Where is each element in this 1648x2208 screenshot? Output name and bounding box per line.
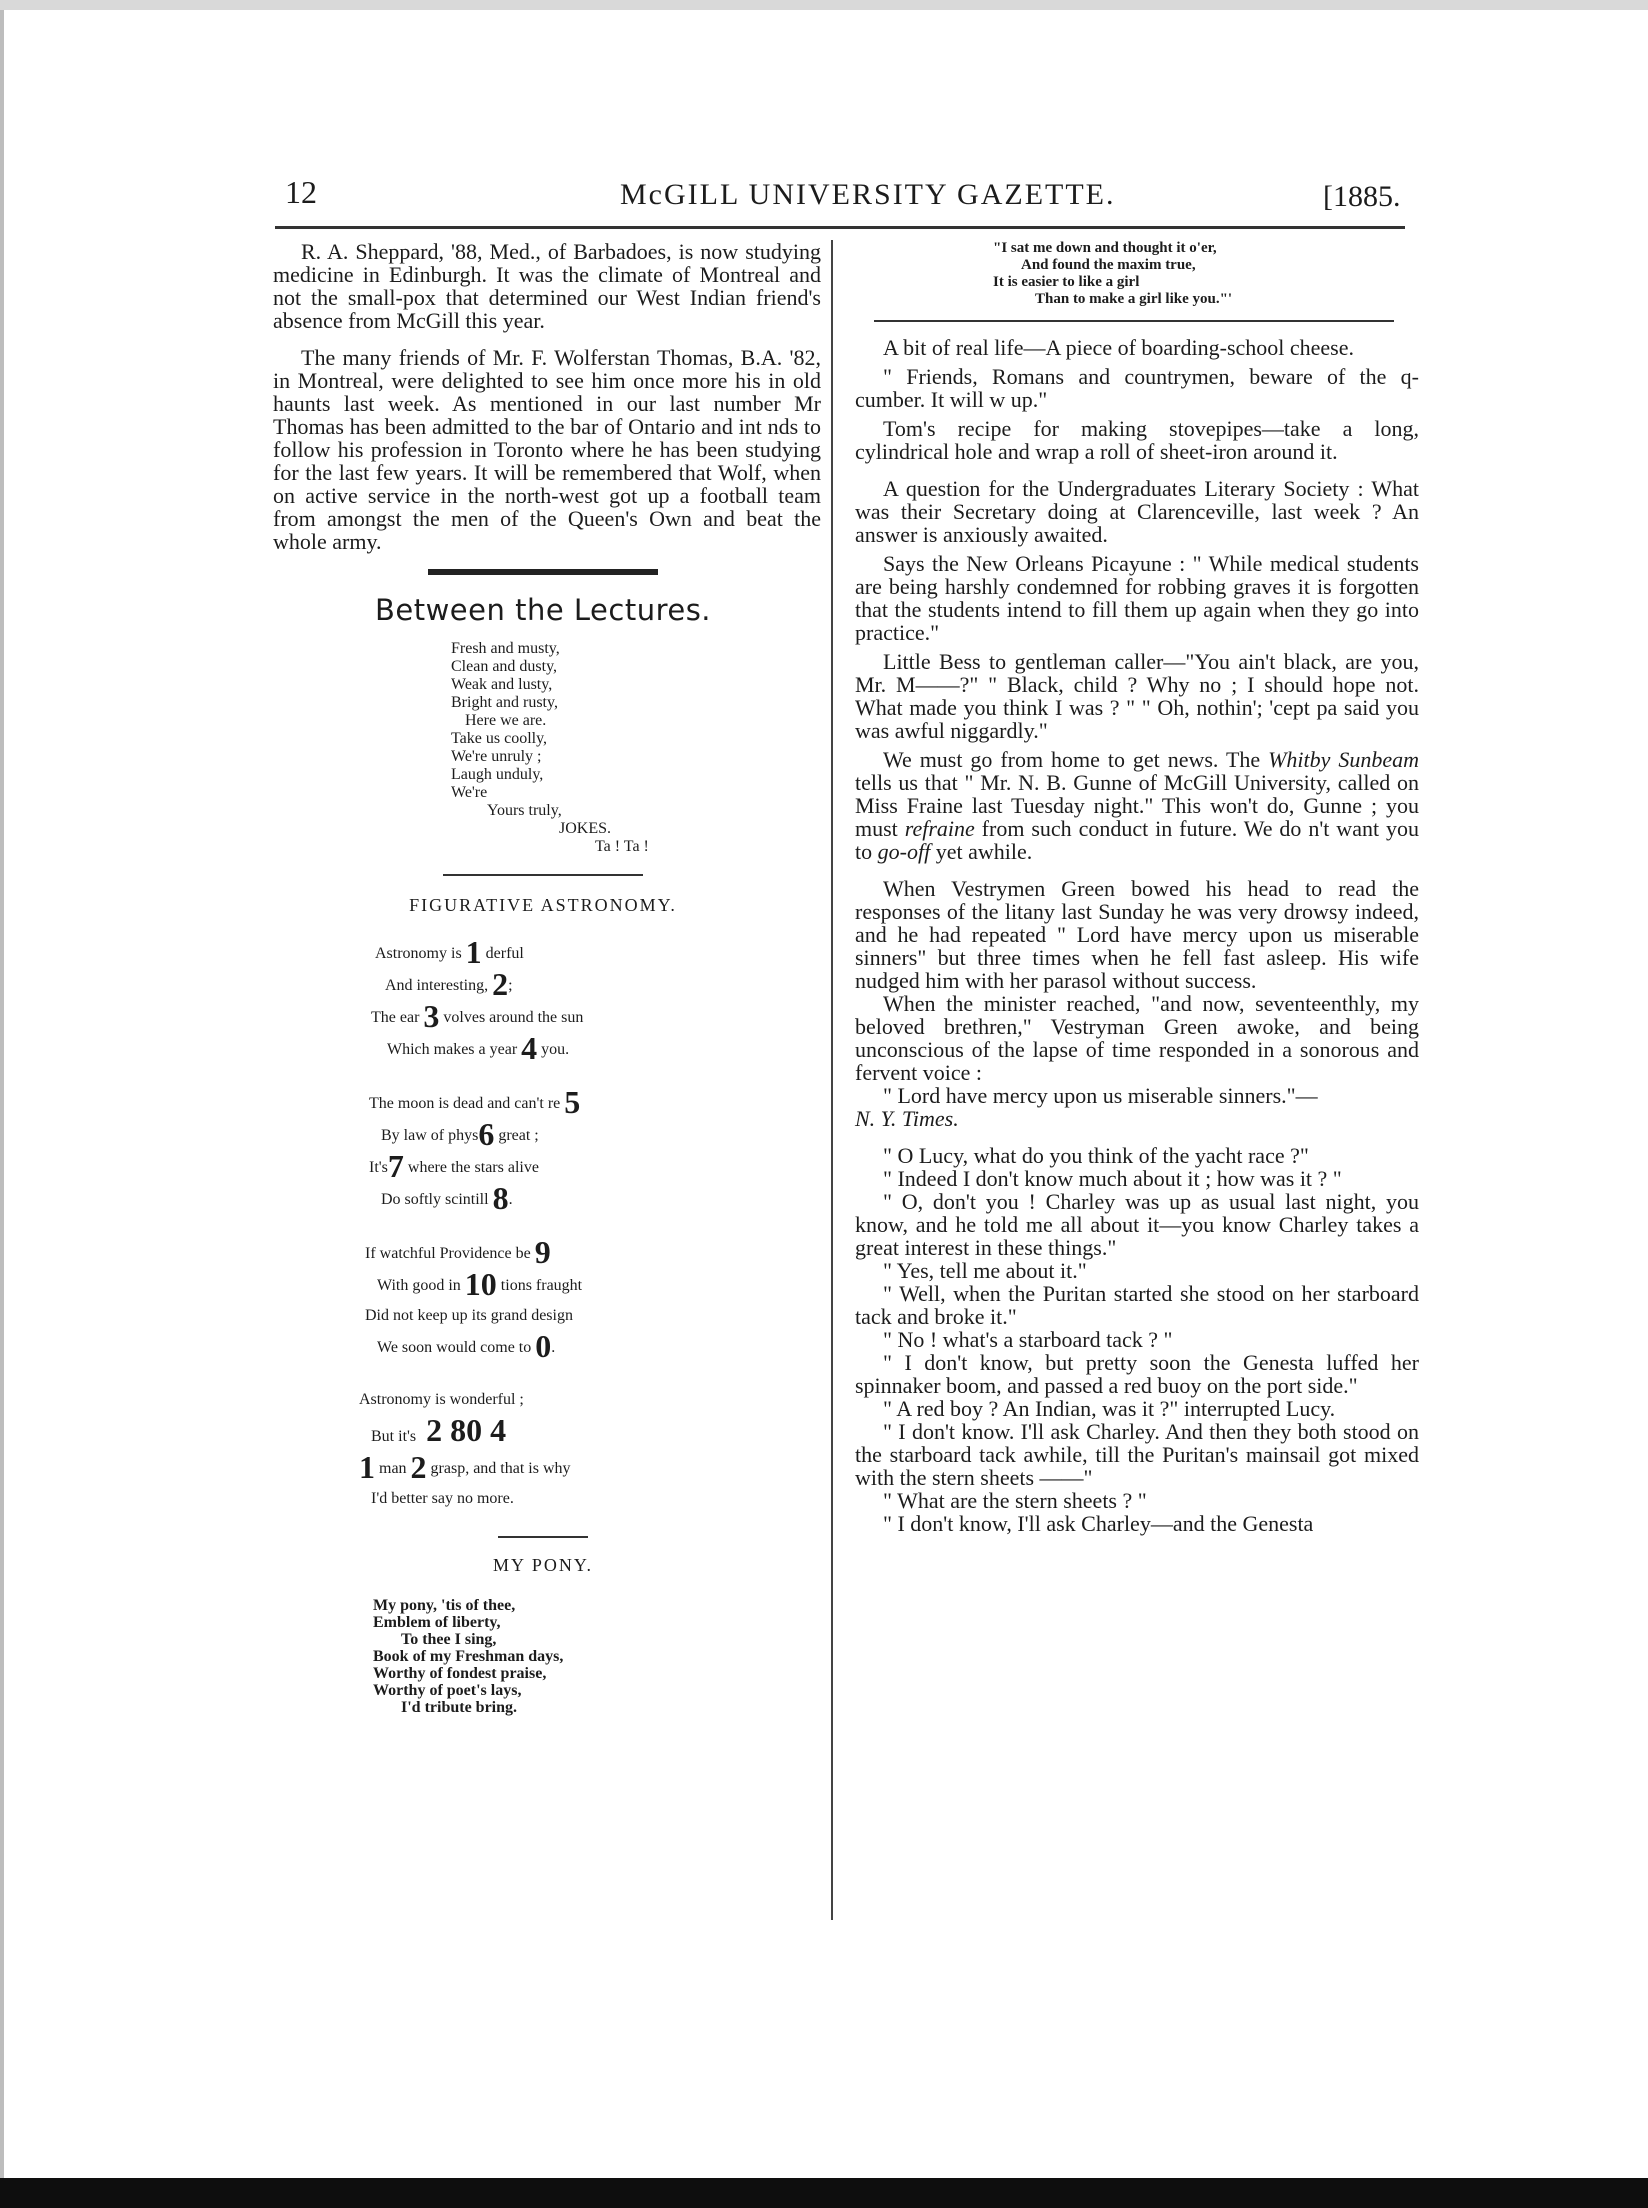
poem-line: We're [451, 784, 488, 801]
poem-line: Weak and lusty, [451, 676, 553, 693]
poem-line: Book of my Freshman days, [373, 1648, 564, 1665]
story-paragraph: " Lord have mercy upon us miserable sinners."— N. Y. Times. [855, 1083, 1318, 1131]
poem-line: To thee I sing, [401, 1631, 497, 1648]
poem-line: Bright and rusty, [451, 694, 558, 711]
dialogue-line: " O, don't you ! Charley was up as usual last night, you know, and he told me all about it—you know Charley takes a great interest in these things." [855, 1189, 1419, 1260]
dialogue-line: " Indeed I don't know much about it ; how was it ? " [883, 1166, 1342, 1191]
divider-rule [498, 1536, 588, 1538]
poem-line: Worthy of fondest praise, [373, 1665, 547, 1682]
poem-signature: JOKES. [559, 820, 612, 837]
joke-item: A bit of real life—A piece of boarding-school cheese. [883, 335, 1355, 360]
poem-line: Ta ! Ta ! [595, 838, 649, 855]
poem-line: Take us coolly, [451, 730, 548, 747]
poem-line: Yours truly, [487, 802, 562, 819]
masthead-title: McGILL UNIVERSITY GAZETTE. [620, 178, 1116, 211]
column-divider [831, 240, 833, 1920]
news-item-thomas: The many friends of Mr. F. Wolferstan Thomas, B.A. '82, in Montreal, were delighted to see him once more his in old haunts last week. As mentioned in our last number Mr Thomas has been admitted to the bar of Ontario and int nds to follow his profession in Toronto where he has been studying for the last few years. It will be remembered that Wolf, when on active service in the north-west got up a football team from amongst the men of the Queen's Own and beat the whole army. [273, 345, 821, 554]
dialogue-line: " O Lucy, what do you think of the yacht race ?" [883, 1143, 1309, 1168]
gazette-page [255, 160, 1425, 2150]
poem-line: Than to make a girl like you."' [1035, 291, 1233, 307]
joke-item: Little Bess to gentleman caller—"You ain't black, are you, Mr. M——?" " Black, child ? Why no ; I should hope not. What made you think I was ? " " Oh, nothin'; 'cept pa said you was awful niggardly." [855, 649, 1419, 743]
astronomy-poem: Astronomy is 1 derful And interesting, 2; The ear 3 volves around the sun Which makes a year 4 you. The moon is dead and can't re 5 By law of phys6 great ; It's7 where the stars alive Do softly scintill 8. If watchful Providence be 9 With good in 10 tions fraught Did not keep up its grand design We soon would come to 0. Astronomy is wonderful ; But it's 2 80 4 1 man 2 grasp, and that is why I'd better say no more. [359, 934, 584, 1507]
poem-line: My pony, 'tis of thee, [373, 1597, 516, 1614]
poem-line: Clean and dusty, [451, 658, 558, 675]
dialogue-line: " I don't know. I'll ask Charley. And then they both stood on the starboard tack awhile, till the Puritan's mainsail got mixed with the stern sheets ——" [855, 1419, 1419, 1490]
scan-bottom-edge [0, 2178, 1648, 2208]
divider-rule [443, 874, 643, 876]
dialogue-line: " I don't know, I'll ask Charley—and the Genesta [883, 1511, 1314, 1536]
divider-rule [874, 320, 1394, 322]
section-title: Between the Lectures. [374, 593, 712, 627]
page-header [255, 160, 1425, 230]
joke-item: Says the New Orleans Picayune : " While medical students are being harshly condemned for robbing graves it is forgotten that the students intend to fill them up again when they go into practice." [855, 551, 1419, 645]
dialogue-line: " Yes, tell me about it." [883, 1258, 1087, 1283]
dialogue-line: " I don't know, but pretty soon the Genesta luffed her spinnaker boom, and passed a red buoy on the port side." [855, 1350, 1419, 1398]
poem-line: And found the maxim true, [1021, 257, 1196, 273]
dialogue-line: " A red boy ? An Indian, was it ?" interrupted Lucy. [883, 1396, 1336, 1421]
news-item-sheppard: R. A. Sheppard, '88, Med., of Barbadoes, is now studying medicine in Edinburgh. It was the climate of Montreal and not the small-pox that determined our West Indian friend's absence from McGill this year. [273, 239, 821, 333]
dialogue-line: " Well, when the Puritan started she stood on her starboard tack and broke it." [855, 1281, 1419, 1329]
story-paragraph: When the minister reached, "and now, seventeenthly, my beloved brethren," Vestryman Green awoke, and being unconscious of the lapse of time responded in a sonorous and fervent voice : [855, 991, 1419, 1085]
poem-line: "I sat me down and thought it o'er, [993, 240, 1217, 256]
joke-item: " Friends, Romans and countrymen, beware of the q-cumber. It will w up." [855, 364, 1419, 412]
poem-line: Worthy of poet's lays, [373, 1682, 522, 1699]
poem-line: Emblem of liberty, [373, 1614, 501, 1631]
header-rule [275, 226, 1405, 229]
page-number: 12 [285, 174, 317, 210]
poem-line: It is easier to like a girl [993, 274, 1140, 290]
dialogue-line: " No ! what's a starboard tack ? " [883, 1327, 1173, 1352]
pony-title: MY PONY. [492, 1555, 594, 1575]
left-column [255, 240, 831, 1716]
story-paragraph: When Vestrymen Green bowed his head to read the responses of the litany last Sunday he was very drowsy indeed, and he had repeated " Lord have mercy upon us miserable sinners" but three times when he fell fast asleep. His wife nudged him with her parasol without success. [855, 876, 1419, 993]
poem-line: Laugh unduly, [451, 766, 544, 783]
poem-line: Fresh and musty, [451, 640, 560, 657]
scan-top-edge [0, 0, 1648, 10]
dialogue-line: " What are the stern sheets ? " [883, 1488, 1147, 1513]
poem-line: I'd tribute bring. [401, 1699, 518, 1716]
jokes-poem [255, 640, 831, 856]
right-column [843, 240, 1425, 1535]
joke-item: A question for the Undergraduates Literary Society : What was their Secretary doing at Clarenceville, last week ? An answer is anxiously awaited. [855, 476, 1419, 547]
astronomy-title: FIGURATIVE ASTRONOMY. [409, 895, 677, 915]
joke-item-gunne: We must go from home to get news. The Whitby Sunbeam tells us that " Mr. N. B. Gunne of McGill University, called on Miss Fraine last Tuesday night." This won't do, Gunne ; you must refraine from such conduct in future. We do n't want you to go-off yet awhile. [855, 747, 1419, 864]
epigraph-poem [843, 240, 1425, 308]
joke-item: Tom's recipe for making stovepipes—take a long, cylindrical hole and wrap a roll of sheet-iron around it. [855, 416, 1419, 464]
poem-line: Here we are. [465, 712, 547, 729]
issue-year: [1885. [1323, 180, 1401, 213]
section-rule [428, 569, 658, 575]
scan-left-edge [0, 10, 4, 2178]
pony-poem [255, 1597, 831, 1716]
poem-line: We're unruly ; [451, 748, 542, 765]
